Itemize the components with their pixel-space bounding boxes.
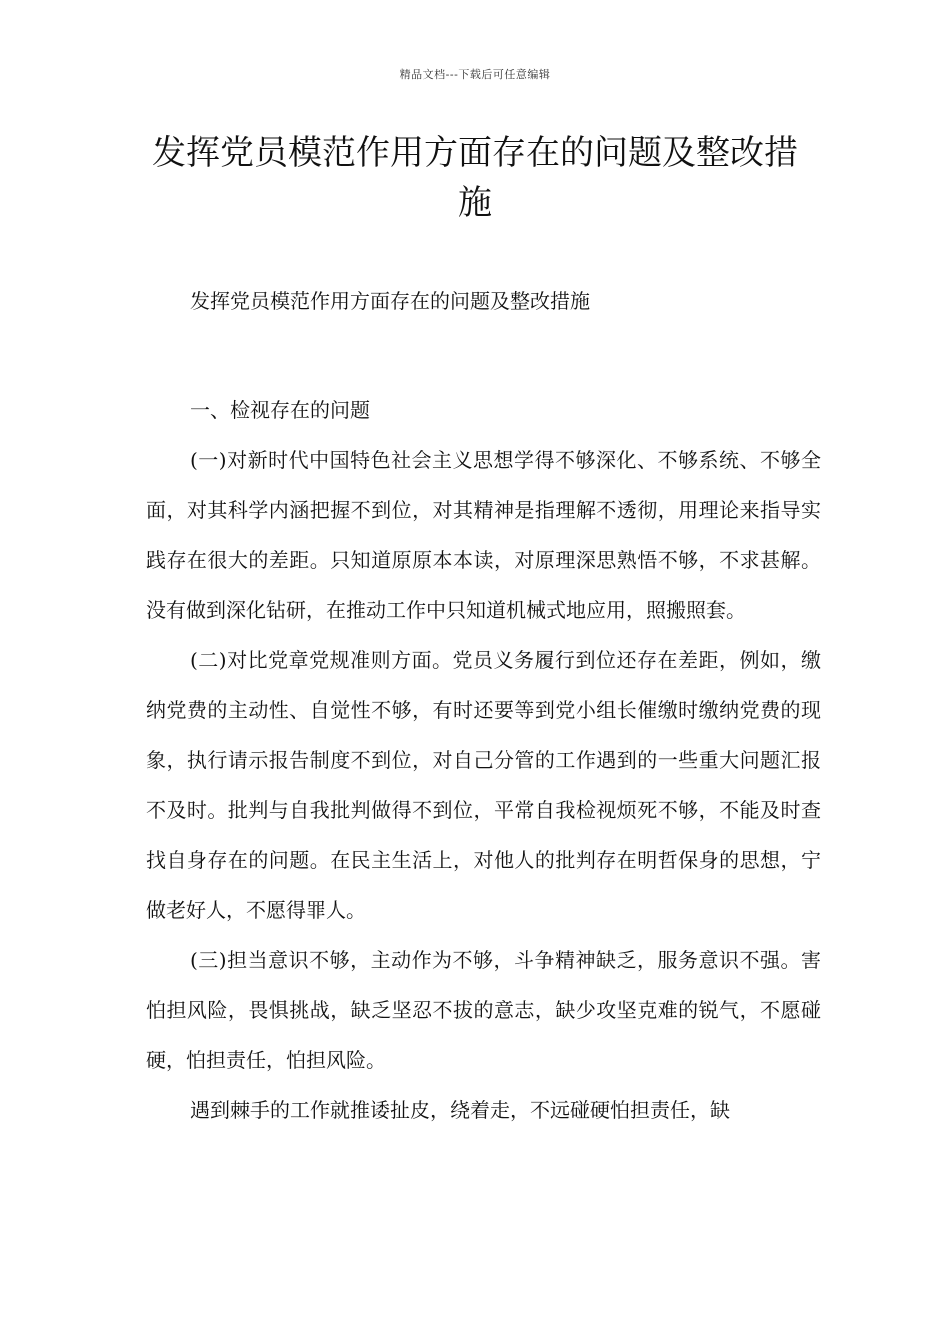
section-heading: 一、检视存在的问题 [190, 398, 370, 422]
document-subtitle: 发挥党员模范作用方面存在的问题及整改措施 [190, 289, 590, 313]
document-title: 发挥党员模范作用方面存在的问题及整改措施 [152, 133, 798, 223]
paragraph: (二)对比党章党规准则方面。党员义务履行到位还存在差距，例如，缴纳党费的主动性、自觉性不够，有时还要等到党小组长催缴时缴纳党费的现象，执行请示报告制度不到位，对自己分管的工作遇到的一些重大问题汇报不及时。批判与自我批判做得不到位，平常自我检视烦死不够，不能及时查找自身存在的问题。在民主生活上，对他人的批判存在明哲保身的思想，宁做老好人，不愿得罪人。 [146, 648, 821, 922]
page-header: 精品文档---下载后可任意编辑 [399, 68, 551, 81]
paragraph: (一)对新时代中国特色社会主义思想学得不够深化、不够系统、不够全面，对其科学内涵把握不到位，对其精神是指理解不透彻，用理论来指导实践存在很大的差距。只知道原原本本读，对原理深思熟悟不够，不求甚解。没有做到深化钻研，在推动工作中只知道机械式地应用，照搬照套。 [146, 448, 821, 622]
document-body [146, 385, 821, 1135]
paragraph: (三)担当意识不够，主动作为不够，斗争精神缺乏，服务意识不强。害怕担风险，畏惧挑战，缺乏坚忍不拔的意志，缺少攻坚克难的锐气，不愿碰硬，怕担责任，怕担风险。 [146, 948, 821, 1072]
paragraph: 遇到棘手的工作就推诿扯皮，绕着走，不远碰硬怕担责任，缺 [190, 1098, 730, 1122]
